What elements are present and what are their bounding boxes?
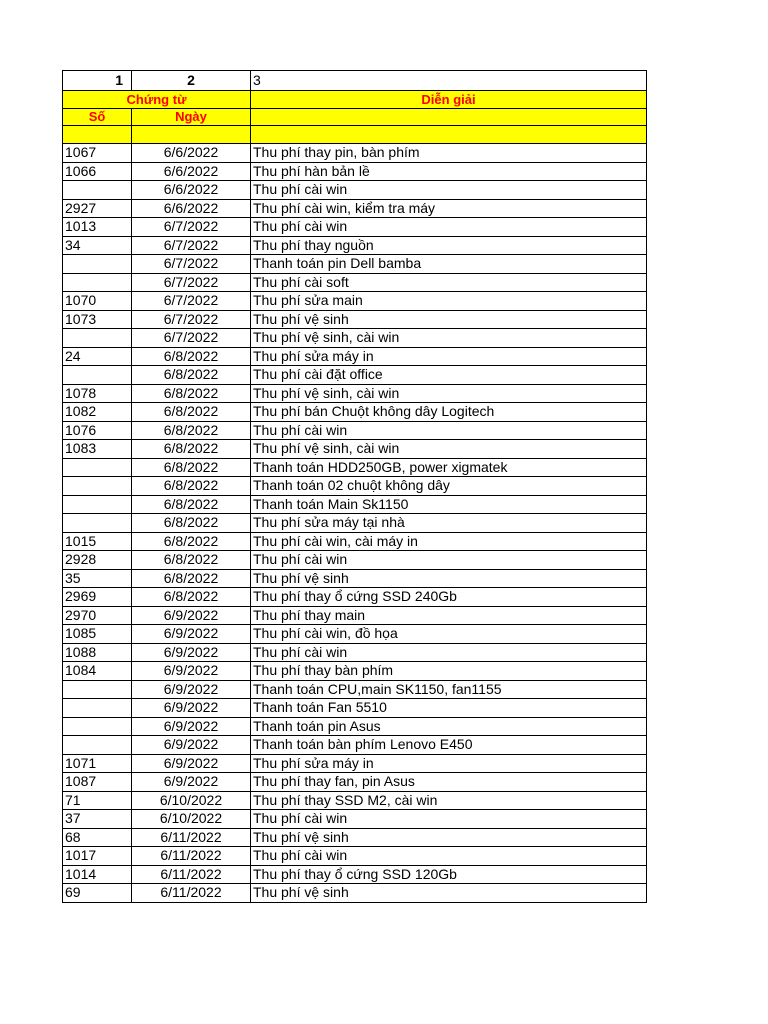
so-cell[interactable]: 1078: [63, 384, 132, 403]
ngay-cell[interactable]: 6/10/2022: [132, 810, 251, 829]
ngay-cell[interactable]: 6/9/2022: [132, 662, 251, 681]
table-row: [63, 643, 647, 662]
so-cell[interactable]: 1014: [63, 865, 132, 884]
ngay-cell[interactable]: 6/8/2022: [132, 458, 251, 477]
table-row: [63, 421, 647, 440]
ngay-cell[interactable]: 6/8/2022: [132, 532, 251, 551]
table-row: [63, 847, 647, 866]
blank-cell[interactable]: [132, 126, 251, 144]
so-cell[interactable]: 68: [63, 828, 132, 847]
ngay-cell[interactable]: 6/7/2022: [132, 218, 251, 237]
ngay-cell[interactable]: 6/7/2022: [132, 236, 251, 255]
dg-cell[interactable]: Thu phí sửa máy in: [251, 347, 647, 366]
table-row: [63, 588, 647, 607]
dg-cell[interactable]: Thu phí cài win: [251, 218, 647, 237]
so-cell[interactable]: 37: [63, 810, 132, 829]
dg-cell[interactable]: Thanh toán pin Asus: [251, 717, 647, 736]
ngay-cell[interactable]: 6/8/2022: [132, 403, 251, 422]
ngay-cell[interactable]: 6/8/2022: [132, 588, 251, 607]
dg-cell[interactable]: Thu phí thay bàn phím: [251, 662, 647, 681]
ngay-cell[interactable]: 6/9/2022: [132, 699, 251, 718]
so-cell[interactable]: 35: [63, 569, 132, 588]
so-cell[interactable]: 2927: [63, 199, 132, 218]
table-row: [63, 773, 647, 792]
dg-cell[interactable]: Thu phí vệ sinh, cài win: [251, 329, 647, 348]
so-cell[interactable]: 1076: [63, 421, 132, 440]
dg-cell[interactable]: Thanh toán CPU,main SK1150, fan1155: [251, 680, 647, 699]
dg-cell[interactable]: Thu phí vệ sinh: [251, 828, 647, 847]
so-cell[interactable]: 71: [63, 791, 132, 810]
so-cell[interactable]: 2970: [63, 606, 132, 625]
dg-cell[interactable]: Thu phí cài win: [251, 421, 647, 440]
table-row: [63, 199, 647, 218]
dg-cell[interactable]: Thu phí vệ sinh: [251, 310, 647, 329]
so-cell[interactable]: 69: [63, 884, 132, 903]
table-row: [63, 384, 647, 403]
so-cell[interactable]: 1015: [63, 532, 132, 551]
dg-cell[interactable]: Thu phí vệ sinh, cài win: [251, 440, 647, 459]
header-row-sub: [63, 108, 647, 126]
table-row: [63, 754, 647, 773]
table-row: [63, 699, 647, 718]
dg-cell[interactable]: Thu phí vệ sinh: [251, 569, 647, 588]
dg-cell[interactable]: Thanh toán pin Dell bamba: [251, 255, 647, 274]
so-cell[interactable]: 1070: [63, 292, 132, 311]
dg-cell[interactable]: Thanh toán HDD250GB, power xigmatek: [251, 458, 647, 477]
ngay-cell[interactable]: 6/9/2022: [132, 717, 251, 736]
so-cell[interactable]: 1066: [63, 162, 132, 181]
table-row: [63, 440, 647, 459]
table-row: [63, 606, 647, 625]
ngay-cell[interactable]: 6/9/2022: [132, 773, 251, 792]
dg-cell[interactable]: Thanh toán Fan 5510: [251, 699, 647, 718]
so-cell[interactable]: [63, 699, 132, 718]
so-cell[interactable]: 1087: [63, 773, 132, 792]
ngay-cell[interactable]: 6/9/2022: [132, 643, 251, 662]
table-row: [63, 347, 647, 366]
dg-cell[interactable]: Thu phí cài win: [251, 847, 647, 866]
table-row: [63, 477, 647, 496]
header-dien-giai[interactable]: Diễn giải: [251, 91, 647, 109]
ngay-cell[interactable]: 6/8/2022: [132, 551, 251, 570]
dg-cell[interactable]: Thu phí sửa máy tại nhà: [251, 514, 647, 533]
dg-cell[interactable]: Thu phí bán Chuột không dây Logitech: [251, 403, 647, 422]
ngay-cell[interactable]: 6/7/2022: [132, 292, 251, 311]
ngay-cell[interactable]: 6/8/2022: [132, 440, 251, 459]
ngay-cell[interactable]: 6/9/2022: [132, 625, 251, 644]
header-so[interactable]: Số: [63, 108, 132, 126]
ngay-cell[interactable]: 6/8/2022: [132, 384, 251, 403]
so-cell[interactable]: 2969: [63, 588, 132, 607]
dg-cell[interactable]: Thu phí vệ sinh: [251, 884, 647, 903]
ngay-cell[interactable]: 6/11/2022: [132, 884, 251, 903]
table-row: [63, 736, 647, 755]
ngay-cell[interactable]: 6/11/2022: [132, 828, 251, 847]
ngay-cell[interactable]: 6/10/2022: [132, 791, 251, 810]
so-cell[interactable]: [63, 736, 132, 755]
dg-cell[interactable]: Thu phí thay pin, bàn phím: [251, 144, 647, 163]
so-cell[interactable]: 24: [63, 347, 132, 366]
ledger-body: [63, 71, 647, 903]
ngay-cell[interactable]: 6/9/2022: [132, 736, 251, 755]
header-row-group: [63, 91, 647, 109]
ngay-cell[interactable]: 6/9/2022: [132, 680, 251, 699]
ngay-cell[interactable]: 6/7/2022: [132, 255, 251, 274]
header-chung-tu[interactable]: Chứng từ: [63, 91, 251, 109]
table-row: [63, 181, 647, 200]
ngay-cell[interactable]: 6/8/2022: [132, 569, 251, 588]
ngay-cell[interactable]: 6/7/2022: [132, 273, 251, 292]
table-row: [63, 865, 647, 884]
ngay-cell[interactable]: 6/9/2022: [132, 754, 251, 773]
table-row: [63, 662, 647, 681]
header-empty-cell[interactable]: [251, 108, 647, 126]
ngay-cell[interactable]: 6/6/2022: [132, 199, 251, 218]
blank-cell[interactable]: [63, 126, 132, 144]
dg-cell[interactable]: Thu phí thay SSD M2, cài win: [251, 791, 647, 810]
dg-cell[interactable]: Thu phí cài win: [251, 810, 647, 829]
dg-cell[interactable]: Thu phí thay fan, pin Asus: [251, 773, 647, 792]
so-cell[interactable]: [63, 273, 132, 292]
dg-cell[interactable]: Thu phí cài win: [251, 551, 647, 570]
dg-cell[interactable]: Thu phí cài win: [251, 643, 647, 662]
ngay-cell[interactable]: 6/8/2022: [132, 366, 251, 385]
ngay-cell[interactable]: 6/7/2022: [132, 310, 251, 329]
so-cell[interactable]: [63, 477, 132, 496]
so-cell[interactable]: 1082: [63, 403, 132, 422]
ngay-cell[interactable]: 6/6/2022: [132, 162, 251, 181]
dg-cell[interactable]: Thu phí cài win, cài máy in: [251, 532, 647, 551]
table-row: [63, 791, 647, 810]
table-row: [63, 810, 647, 829]
so-cell[interactable]: 2928: [63, 551, 132, 570]
table-row: [63, 514, 647, 533]
ngay-cell[interactable]: 6/8/2022: [132, 477, 251, 496]
table-row: [63, 310, 647, 329]
dg-cell[interactable]: Thu phí vệ sinh, cài win: [251, 384, 647, 403]
table-row: [63, 625, 647, 644]
so-cell[interactable]: [63, 514, 132, 533]
table-row: [63, 569, 647, 588]
dg-cell[interactable]: Thu phí cài win, đồ họa: [251, 625, 647, 644]
so-cell[interactable]: 1017: [63, 847, 132, 866]
so-cell[interactable]: 1073: [63, 310, 132, 329]
table-row: [63, 532, 647, 551]
table-row: [63, 329, 647, 348]
table-row: [63, 495, 647, 514]
so-cell[interactable]: 1083: [63, 440, 132, 459]
header-blank-row: [63, 126, 647, 144]
table-row: [63, 680, 647, 699]
dg-cell[interactable]: Thu phí sửa máy in: [251, 754, 647, 773]
dg-cell[interactable]: Thu phí thay ổ cứng SSD 240Gb: [251, 588, 647, 607]
so-cell[interactable]: 34: [63, 236, 132, 255]
ngay-cell[interactable]: 6/8/2022: [132, 347, 251, 366]
table-row: [63, 551, 647, 570]
dg-cell[interactable]: Thu phí thay ổ cứng SSD 120Gb: [251, 865, 647, 884]
dg-cell[interactable]: Thu phí cài win, kiểm tra máy: [251, 199, 647, 218]
ngay-cell[interactable]: 6/8/2022: [132, 514, 251, 533]
so-cell[interactable]: [63, 680, 132, 699]
dg-cell[interactable]: Thu phí cài soft: [251, 273, 647, 292]
so-cell[interactable]: [63, 255, 132, 274]
column-index-3[interactable]: 3: [251, 71, 647, 91]
so-cell[interactable]: [63, 717, 132, 736]
table-row: [63, 236, 647, 255]
blank-cell[interactable]: [251, 126, 647, 144]
table-row: [63, 884, 647, 903]
so-cell[interactable]: [63, 329, 132, 348]
dg-cell[interactable]: Thu phí thay nguồn: [251, 236, 647, 255]
header-ngay[interactable]: Ngày: [132, 108, 251, 126]
so-cell[interactable]: 1084: [63, 662, 132, 681]
so-cell[interactable]: [63, 495, 132, 514]
table-row: [63, 162, 647, 181]
ngay-cell[interactable]: 6/6/2022: [132, 144, 251, 163]
table-row: [63, 366, 647, 385]
table-row: [63, 292, 647, 311]
ngay-cell[interactable]: 6/11/2022: [132, 865, 251, 884]
so-cell[interactable]: 1067: [63, 144, 132, 163]
table-row: [63, 273, 647, 292]
ledger-table: [62, 70, 647, 903]
table-row: [63, 218, 647, 237]
column-index-row: [63, 71, 647, 91]
so-cell[interactable]: [63, 366, 132, 385]
column-index-2[interactable]: 2: [132, 71, 251, 91]
ngay-cell[interactable]: 6/8/2022: [132, 421, 251, 440]
ngay-cell[interactable]: 6/7/2022: [132, 329, 251, 348]
dg-cell[interactable]: Thanh toán Main Sk1150: [251, 495, 647, 514]
table-row: [63, 828, 647, 847]
dg-cell[interactable]: Thu phí cài win: [251, 181, 647, 200]
so-cell[interactable]: 1013: [63, 218, 132, 237]
so-cell[interactable]: 1071: [63, 754, 132, 773]
column-index-1[interactable]: 1: [63, 71, 132, 91]
dg-cell[interactable]: Thu phí cài đặt office: [251, 366, 647, 385]
dg-cell[interactable]: Thu phí thay main: [251, 606, 647, 625]
dg-cell[interactable]: Thu phí sửa main: [251, 292, 647, 311]
so-cell[interactable]: 1088: [63, 643, 132, 662]
ngay-cell[interactable]: 6/6/2022: [132, 181, 251, 200]
ngay-cell[interactable]: 6/8/2022: [132, 495, 251, 514]
dg-cell[interactable]: Thu phí hàn bản lề: [251, 162, 647, 181]
table-row: [63, 255, 647, 274]
table-row: [63, 717, 647, 736]
table-row: [63, 458, 647, 477]
ngay-cell[interactable]: 6/9/2022: [132, 606, 251, 625]
table-row: [63, 403, 647, 422]
so-cell[interactable]: 1085: [63, 625, 132, 644]
dg-cell[interactable]: Thanh toán bàn phím Lenovo E450: [251, 736, 647, 755]
so-cell[interactable]: [63, 181, 132, 200]
dg-cell[interactable]: Thanh toán 02 chuột không dây: [251, 477, 647, 496]
so-cell[interactable]: [63, 458, 132, 477]
table-row: [63, 144, 647, 163]
ngay-cell[interactable]: 6/11/2022: [132, 847, 251, 866]
